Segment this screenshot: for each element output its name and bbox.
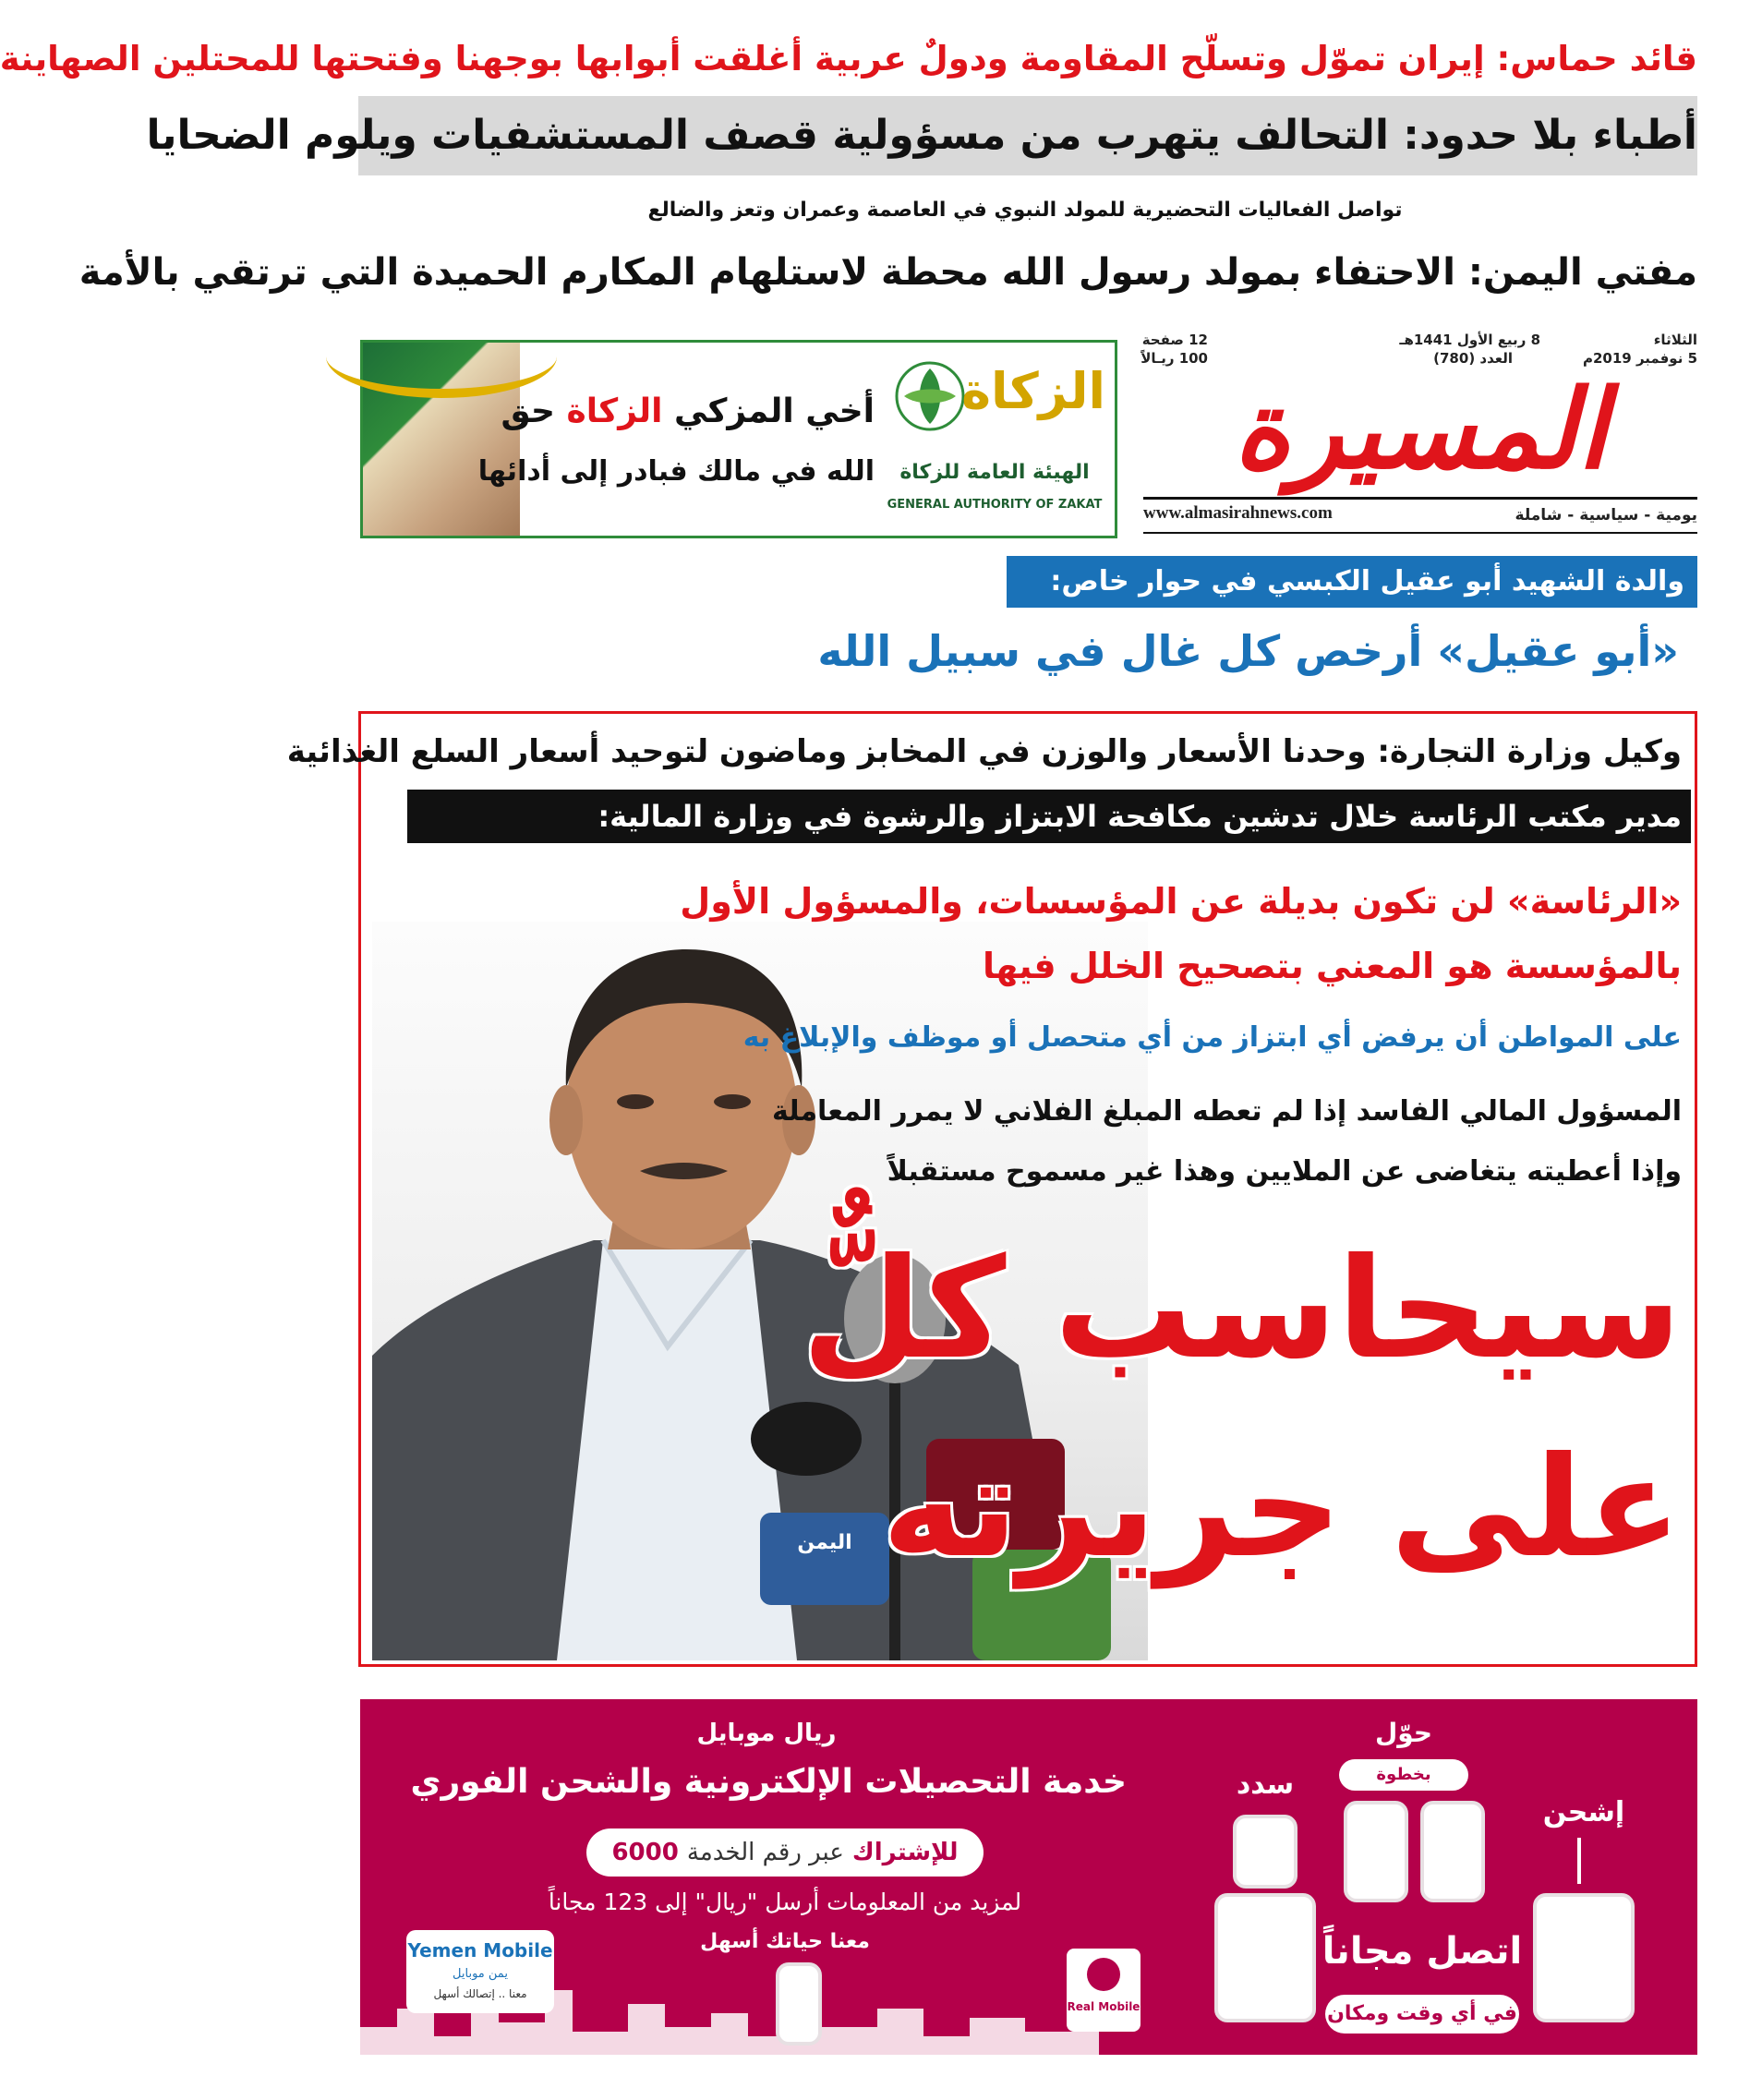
yemen-mobile-logo — [406, 1930, 554, 2013]
ad-subscribe-number: 6000 — [611, 1839, 679, 1866]
zakat-logo-block — [884, 350, 1105, 530]
zakat-line1-highlight: الزكاة — [566, 392, 663, 430]
main-story-red1[interactable]: «الرئاسة» لن تكون بديلة عن المؤسسات، والمسؤول الأول — [680, 881, 1682, 922]
headline-mufti[interactable]: مفتي اليمن: الاحتفاء بمولد رسول الله محطة لاستلهام المكارم الحميدة التي ترتقي بالأمة — [78, 251, 1697, 294]
masthead-pages: 12 صفحة — [1141, 332, 1208, 348]
yemen-mobile-name-ar: يمن موبايل — [453, 1967, 508, 1981]
ad-slogan: معنا حياتك أسهل — [700, 1930, 870, 1953]
zakat-authority-ar: الهيئة العامة للزكاة — [899, 461, 1090, 484]
kabsi-headline[interactable]: «أبو عقيل» أرخص كل غال في سبيل الله — [817, 626, 1679, 676]
masthead-hijri-date: 8 ربيع الأول 1441هـ — [1399, 332, 1540, 348]
ad-anytime-pill: في أي وقت ومكان — [1325, 1995, 1519, 2034]
main-story-big2[interactable]: على جريرته — [881, 1428, 1682, 1588]
ad-subscribe-prefix: للإشتراك — [851, 1839, 959, 1866]
headline-hamas[interactable]: قائد حماس: إيران تموّل وتسلّح المقاومة ودولٌ عربية أغلقت أبوابها بوجهنا وفتحتها للمحتلين الصهاينة — [0, 39, 1697, 78]
yemen-mobile-slogan: معنا .. إتصالك أسهل — [433, 1987, 527, 2000]
masthead-website[interactable]: www.almasirahnews.com — [1143, 503, 1333, 523]
phone-pay — [1214, 1893, 1316, 2022]
ad-subscribe-mid: عبر رقم الخدمة — [686, 1839, 844, 1866]
masthead-logo: المسيرة — [1233, 366, 1608, 493]
phone-pay-small — [1233, 1815, 1297, 1889]
phone-transfer-right — [1420, 1801, 1485, 1902]
ad-connect-free: اتصل مجاناً — [1322, 1930, 1523, 1973]
ad-subscribe-pill[interactable] — [586, 1828, 984, 1877]
ad-info: لمزيد من المعلومات أرسل "ريال" إلى 123 مجاناً — [548, 1889, 1022, 1915]
zakat-ad[interactable] — [360, 340, 1117, 538]
mic-label: اليمن — [797, 1531, 852, 1554]
ad-step-pill: بخطوة — [1339, 1759, 1468, 1791]
headline-doctors[interactable]: أطباء بلا حدود: التحالف يتهرب من مسؤولية قصف المستشفيات ويلوم الضحايا — [146, 112, 1697, 159]
ad-transfer-label: حوّل — [1374, 1718, 1433, 1748]
hand-phone-screen — [776, 1962, 822, 2046]
masthead — [1143, 331, 1697, 543]
zakat-line1 — [501, 384, 875, 440]
main-story-kicker: مدير مكتب الرئاسة خلال تدشين مكافحة الابتزاز والرشوة في وزارة المالية: — [597, 799, 1682, 834]
main-story-red2[interactable]: بالمؤسسة هو المعني بتصحيح الخلل فيها — [982, 946, 1682, 986]
zakat-authority-en: GENERAL AUTHORITY OF ZAKAT — [887, 498, 1103, 512]
phone-transfer-left — [1344, 1801, 1408, 1902]
main-story-black2: وإذا أعطيته يتغاضى عن الملايين وهذا غير مسموح مستقبلاً — [887, 1155, 1682, 1188]
masthead-rule — [1143, 497, 1697, 500]
real-mobile-logo — [1067, 1949, 1141, 2032]
masthead-tagline: يومية - سياسية - شاملة — [1515, 506, 1697, 525]
main-story-blue: على المواطن أن يرفض أي ابتزاز من أي متحصل أو موظف والإبلاغ به — [742, 1021, 1682, 1054]
headline-mufti-kicker: تواصل الفعاليات التحضيرية للمولد النبوي في العاصمة وعمران وتعز والضالع — [647, 199, 1403, 222]
masthead-gregorian-date: 5 نوفمبر 2019م — [1582, 350, 1697, 367]
kabsi-kicker: والدة الشهيد أبو عقيل الكبسي في حوار خاص: — [1007, 556, 1697, 608]
hand-phone-icon — [766, 1962, 831, 2055]
masthead-issue: العدد (780) — [1433, 350, 1513, 367]
zakat-leaf-icon — [893, 359, 967, 433]
zakat-line2: الله في مالك فبادر إلى أدائها — [477, 455, 875, 488]
main-story-trade[interactable]: وكيل وزارة التجارة: وحدنا الأسعار والوزن في المخابز وماضون لتوحيد أسعار السلع الغذائية — [286, 733, 1682, 770]
zakat-line1-prefix: أخي المزكي — [674, 392, 875, 430]
real-mobile-icon — [1087, 1958, 1120, 1991]
zakat-logo: الزكاة — [961, 362, 1105, 420]
ad-recharge-label: إشحن — [1542, 1796, 1625, 1828]
zakat-line1-suffix: حق — [501, 392, 555, 430]
ad-pay-label: سدد — [1236, 1768, 1295, 1801]
yemen-mobile-name: Yemen Mobile — [407, 1939, 553, 1961]
mobile-ad[interactable] — [360, 1699, 1697, 2055]
main-story-big1[interactable]: سيحاسب كلٌّ — [802, 1229, 1682, 1390]
main-story-black1: المسؤول المالي الفاسد إذا لم تعطه المبلغ الفلاني لا يمرر المعاملة — [772, 1095, 1682, 1128]
ad-brand: ريال موبايل — [696, 1720, 837, 1747]
real-mobile-name: Real Mobile — [1067, 2000, 1141, 2013]
masthead-rule-bottom — [1143, 532, 1697, 534]
main-story-frame — [286, 711, 1697, 1667]
ad-title: خدمة التحصيلات الإلكترونية والشحن الفوري — [410, 1763, 1127, 1801]
masthead-price: 100 ريـالاً — [1141, 350, 1208, 367]
masthead-day: الثلاثاء — [1653, 332, 1697, 348]
recharge-arrow-icon — [1577, 1838, 1581, 1884]
phone-recharge — [1533, 1893, 1635, 2022]
